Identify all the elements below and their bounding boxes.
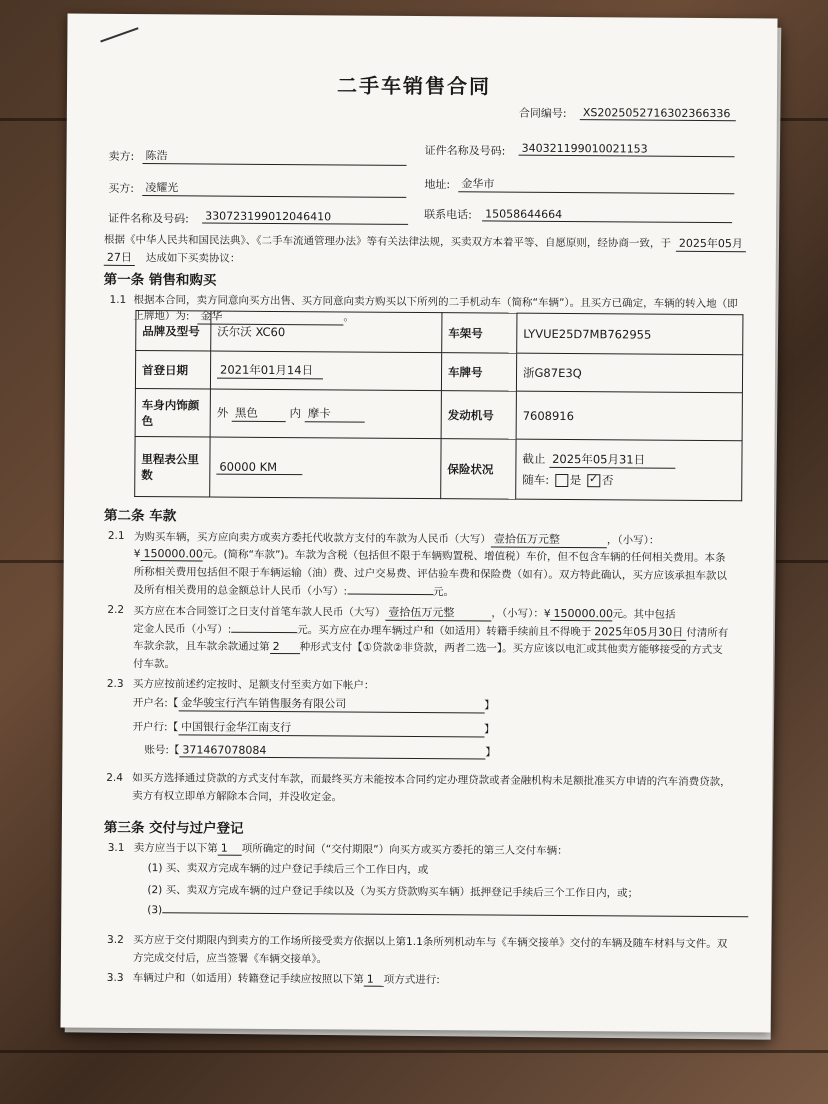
buyer-label: 买方:: [108, 181, 135, 196]
clause-2-1-text-3: 所称相关费用包括但不限于车辆运输（油）费、过户交易费、评估验车费和保险费（如有）。双方特此确认，买方应该承担车款以: [133, 566, 727, 583]
inner-label: 内: [289, 406, 302, 421]
no-checkbox: [587, 474, 600, 487]
clause-2-2-text-4: 付车款。: [132, 658, 176, 671]
clause-2-2-text: 买方应在本合同签订之日支付首笔车款人民币（大写） 壹拾伍万元整 ，（小写）：¥ 150000.00元。其中包括: [133, 605, 676, 621]
article-3-title: 第三条 交付与过户登记: [103, 819, 244, 837]
clause-3-3-text: 车辆过户和（如适用）转籍登记手续应按照以下第 1 项方式进行:: [132, 972, 440, 987]
clause-3-1-option-3: (3): [147, 904, 748, 920]
clause-number: 2.1: [107, 529, 125, 542]
clause-3-1-option-2: (2) 买、卖双方完成车辆的过户登记手续以及（为买方贷款购买车辆）抵押登记手续后三个工作日内，或；: [147, 884, 639, 900]
brand-value: 沃尔沃 XC60: [211, 311, 442, 353]
mileage-label: 里程表公里数: [135, 437, 210, 498]
article-2-title: 第二条 车款: [103, 507, 177, 525]
buyer-id-label: 证件名称及号码:: [108, 211, 189, 226]
article-1-title: 第一条 销售和购买: [103, 271, 217, 289]
buyer-id: 330723199012046410: [202, 204, 408, 224]
clause-number: 3.3: [106, 971, 124, 984]
clause-2-2-text-3: 车款余款，且车款余款通过第 2 种形式支付【①贷款②非贷款，两者二选一】。买方应该以电汇或其他卖方能够接受的方式支: [133, 639, 723, 657]
brand-label: 品牌及型号: [136, 311, 211, 352]
intro-date-day: 27日: [104, 246, 135, 266]
clause-2-1-text-2: ¥ 150000.00元。(简称“车款”)。车款为含税（包括但不限于车辆购置税、增值税）车价，但不包含车辆的任何相关费用。本条: [133, 547, 726, 565]
reg-date-label: 首登日期: [135, 351, 210, 390]
clause-number: 1.1: [109, 293, 127, 306]
clause-2-3-text: 买方应按前述约定按时、足额支付至卖方如下帐户：: [132, 678, 375, 692]
phone: 15058644664: [482, 202, 732, 223]
clause-3-2-text: 买方应于交付期限内到卖方的工作场所接受卖方依据以上第1.1条所列机动车与《车辆交接单》交付的车辆及随车材料与文件。双: [133, 934, 728, 951]
vin-value: LYVUE25D7MB762955: [517, 313, 743, 355]
color-cell: [210, 389, 441, 439]
color-label: 车身内饰颜色: [135, 389, 210, 438]
table-row: [135, 351, 742, 393]
intro-text: 根据《中华人民共和国民法典》、《二手车流通管理办法》等有关法律法规，买卖双方本着平等、自愿原则，经协商一致，于: [103, 233, 671, 250]
clause-number: 3.1: [107, 841, 125, 854]
table-row: [135, 389, 742, 441]
clause-1-1-text: 根据本合同，卖方同意向买方出售、买方同意向卖方购买以下所列的二手机动车（简称“车辆”）。且买方已确定，车辆的转入地（即: [133, 294, 738, 311]
contract-no-label: 合同编号:: [518, 106, 567, 121]
yes-checkbox: [555, 474, 568, 487]
clause-2-2-text-2: 定金人民币（小写）: 元。买方应在办理车辆过户和（如适用）转籍手续前且不得晚于 2025年05月30日 付清所有: [133, 623, 729, 640]
clause-2-1-text: 为购买车辆，买方应向卖方或卖方委托代收款方支付的车款为人民币（大写） 壹拾伍万元整 ，（小写）：: [133, 531, 660, 547]
buyer-name: 凌耀光: [142, 176, 406, 198]
document-title: 二手车销售合同: [336, 73, 492, 99]
phone-label: 联系电话:: [424, 208, 472, 222]
clause-3-1-text: 卖方应当于以下第 1 项所确定的时间（“交付期限”）向买方或买方委托的第三人交付车辆：: [133, 841, 568, 858]
clause-3-2-text-2: 方完成交付后，应当签署《车辆交接单》。: [132, 952, 328, 966]
plate-value: 浙G87E3Q: [516, 353, 742, 393]
contract-no: XS2025052716302366336: [580, 101, 736, 121]
clause-2-4-text: 如买方选择通过贷款的方式支付车款，而最终买方未能按本合同约定办理贷款或者金融机构未足额批准买方申请的汽车消费贷款，: [132, 772, 731, 789]
seller-id-label: 证件名称及号码:: [424, 144, 506, 158]
vehicle-info-table: [134, 310, 743, 501]
clause-2-1-text-4: 及所有相关费用的总金额总计人民币（小写）: 元。: [133, 584, 455, 599]
inner-color: 摩卡: [305, 405, 365, 422]
engine-label: 发动机号: [441, 391, 516, 440]
vin-label: 车架号: [442, 313, 517, 354]
table-row: [136, 311, 743, 355]
plate-label: 车牌号: [441, 353, 516, 392]
mileage-cell: 60000 KM: [210, 437, 441, 499]
address: 金华市: [458, 172, 734, 194]
table-seam: [0, 1050, 828, 1053]
account-name-row: 开户名:【 金华骏宝行汽车销售服务有限公司 】: [133, 694, 495, 714]
insurance-cell: 截止 2025年05月31日 随车: 是 ✓ 否: [516, 439, 742, 501]
reg-date-cell: 2021年01月14日: [210, 351, 441, 391]
address-label: 地址:: [424, 178, 451, 192]
outer-label: 外: [216, 405, 229, 420]
clause-number: 3.2: [107, 933, 124, 946]
seller-id: 340321199010021153: [519, 137, 735, 158]
intro-text-2: 达成如下买卖协议：: [145, 252, 241, 265]
account-no-row: 账号:【 371467078084 】: [144, 743, 496, 759]
clause-3-1-option-1: (1) 买、卖双方完成车辆的过户登记手续后三个工作日内，或: [147, 862, 429, 877]
clause-2-4-text-2: 卖方有权立即单方解除本合同，并没收定金。: [132, 790, 343, 804]
bank-row: 开户行:【 中国银行金华江南支行 】: [133, 718, 495, 738]
clause-number: 2.2: [107, 603, 125, 616]
registration-place: 金华 。: [197, 304, 354, 325]
clause-number: 2.3: [106, 677, 124, 690]
engine-value: 7608916: [516, 391, 742, 441]
clause-1-1-text-2: 上牌地）为:: [133, 310, 190, 323]
pen-mark: [100, 27, 138, 42]
table-row: [135, 437, 742, 501]
intro-date: 2025年05月: [676, 232, 746, 252]
seller-name: 陈浩: [142, 144, 406, 166]
clause-number: 2.4: [106, 771, 123, 784]
contract-page: [60, 14, 777, 1033]
seller-label: 卖方:: [108, 149, 135, 164]
outer-color: 黑色: [232, 405, 286, 422]
insurance-label: 保险状况: [441, 439, 516, 500]
